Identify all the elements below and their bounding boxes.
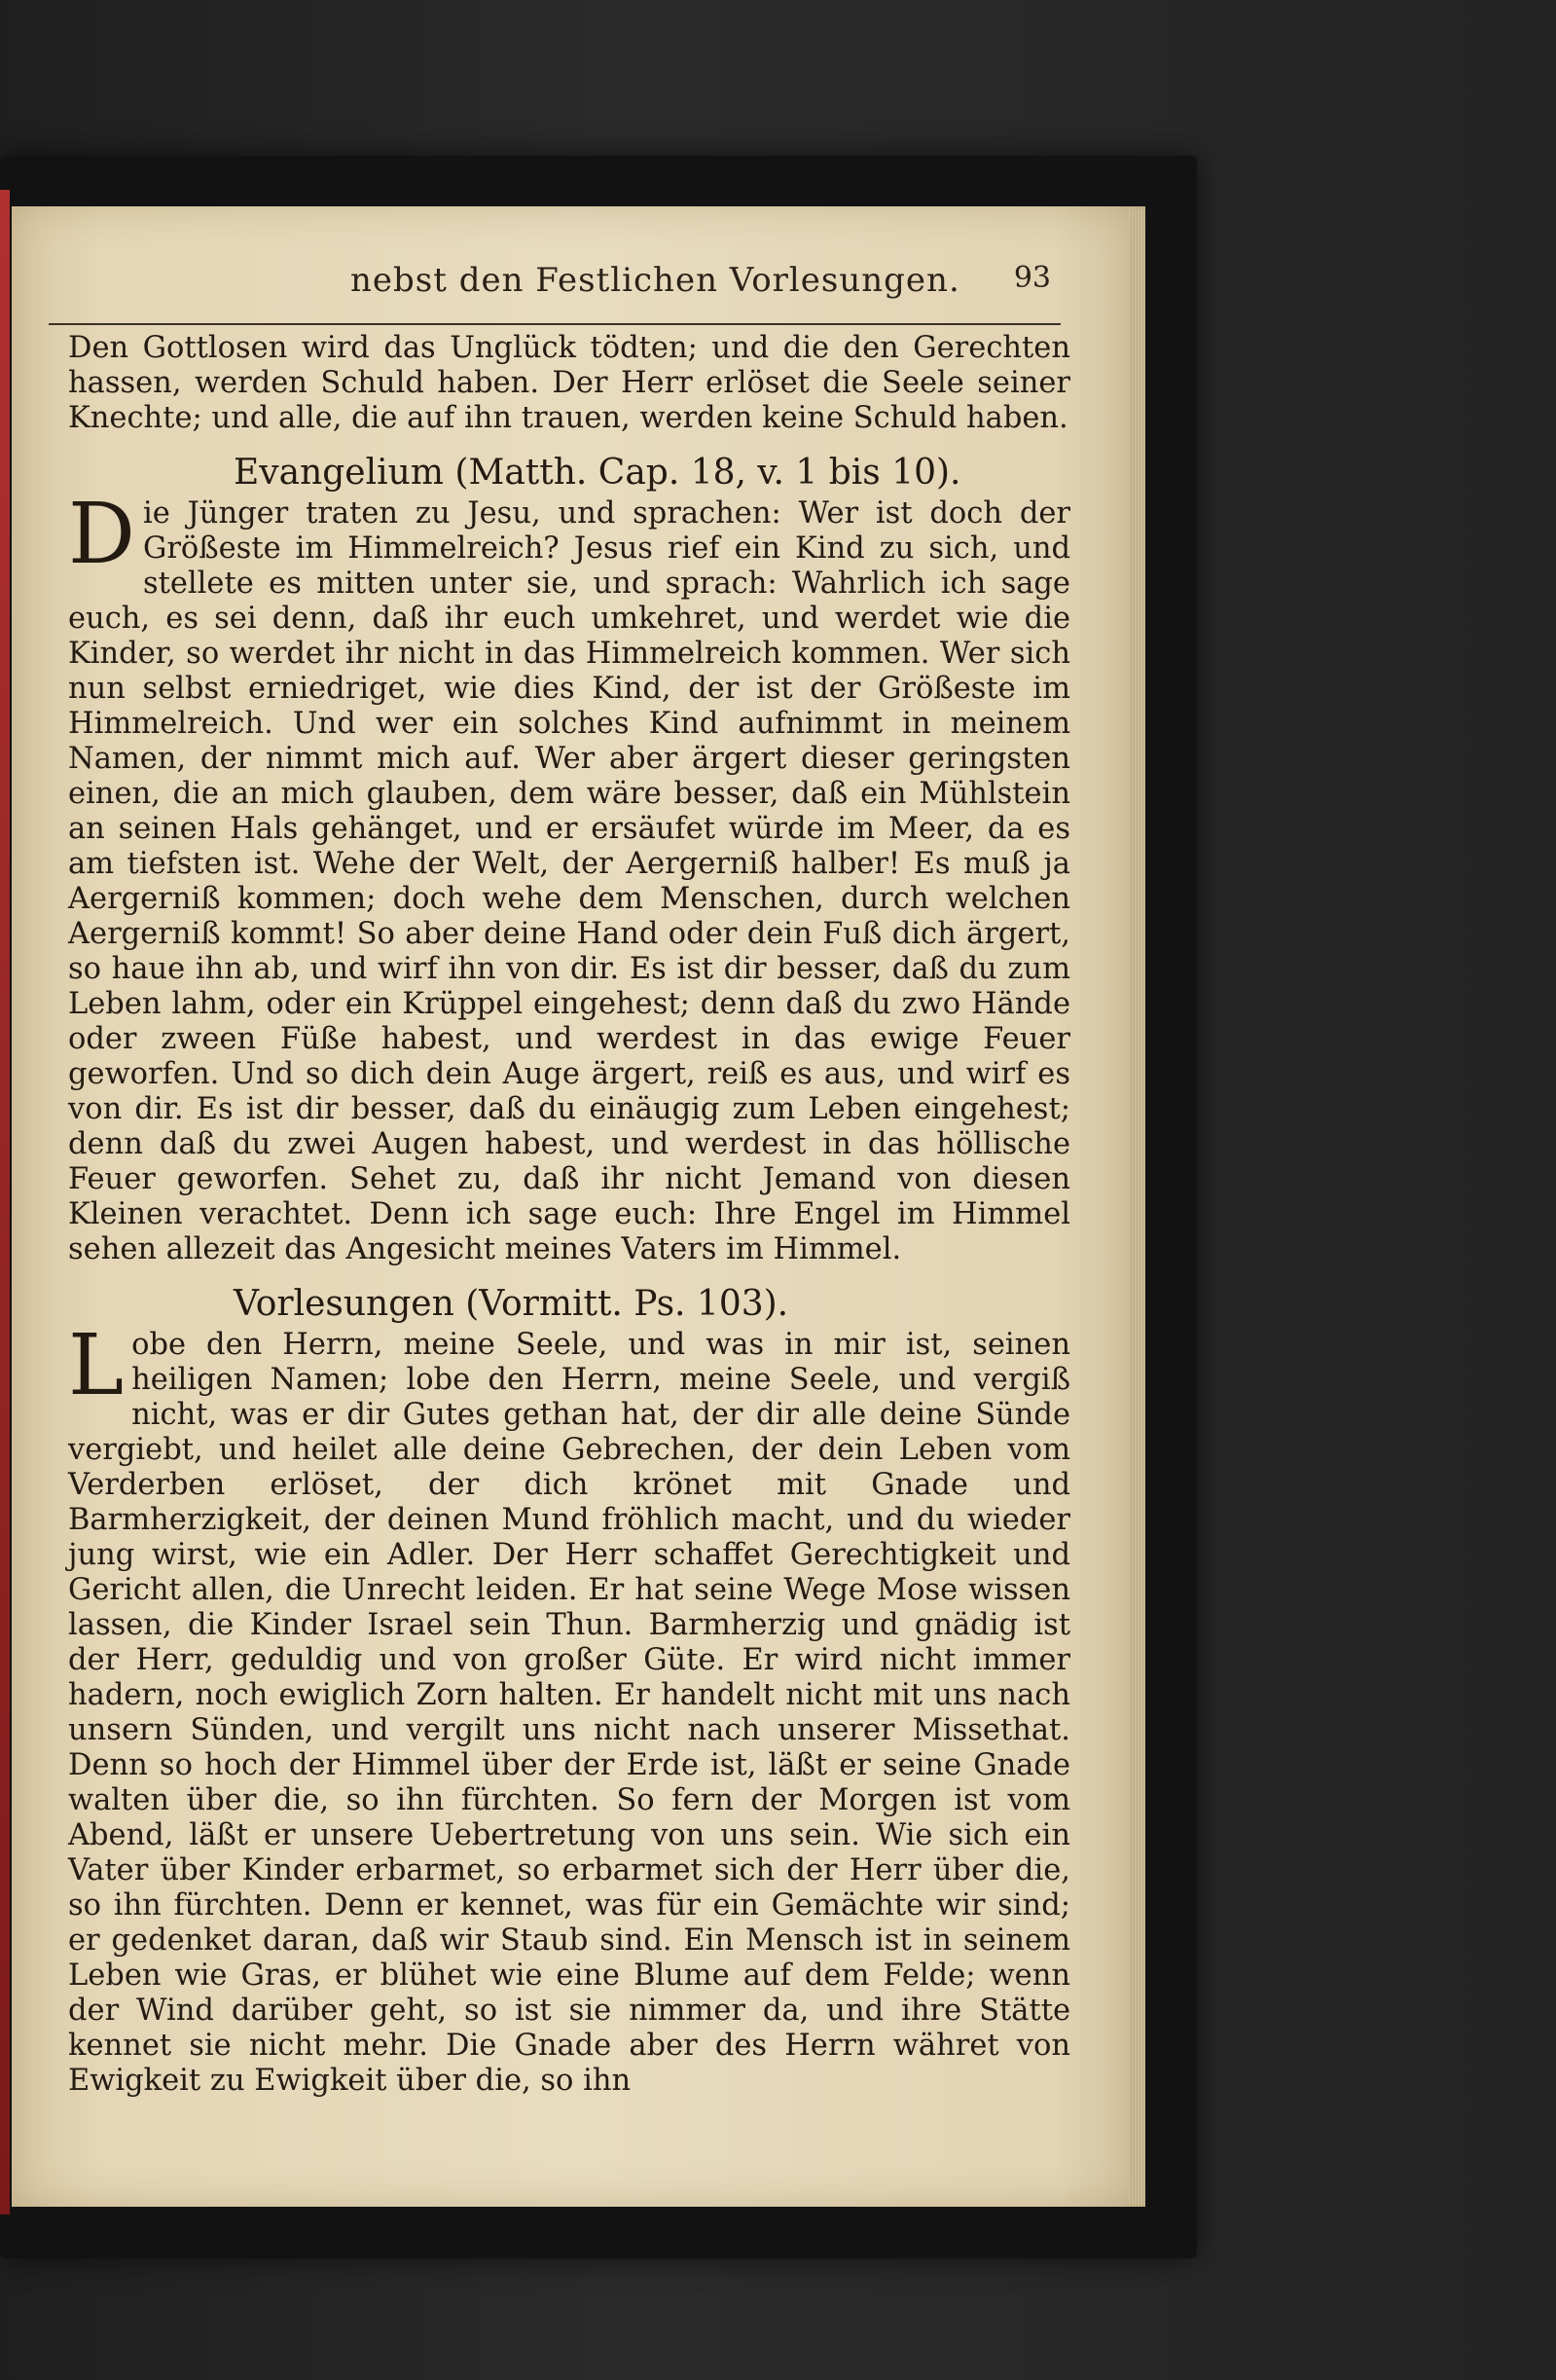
- gospel-text: ie Jünger traten zu Jesu, und sprachen: Wer ist doch der Größeste im Himmelreich? Jesus rief ein Kind zu sich, und stellete es mitten unter sie, und sprach: Wahrlich ich sage euch, es sei denn, daß ihr euch umkehret, und werdet wie die Kinder, so werdet ihr nicht in das Himmelreich kommen. Wer sich nun selbst erniedriget, wie dies Kind, der ist der Größeste im Himmelreich. Und wer ein solches Kind aufnimmt in meinem Namen, der nimmt mich auf. Wer aber ärgert dieser geringsten einen, die an mich glauben, dem wäre besser, daß ein Mühlstein an seinen Hals gehänget, und er ersäufet würde im Meer, da es am tiefsten ist. Wehe der Welt, der Aergerniß halber! Es muß ja Aergerniß kommen; doch wehe dem Menschen, durch welchen Aergerniß kommt! So aber deine Hand oder dein Fuß dich ärgert, so haue ihn ab, und wirf ihn von dir. Es ist dir besser, daß du zum Leben lahm, oder ein Krüppel eingehest; denn daß du zwo Hände oder zween Füße habest, und werdest in das ewige Feuer geworfen. Und so dich dein Auge ärgert, reiß es aus, und wirf es von dir. Es ist dir besser, daß du einäugig zum Leben eingehest; denn daß du zwei Augen habest, und werdest in das höllische Feuer geworfen. Sehet zu, daß ihr nicht Jemand von diesen Kleinen verachtet. Denn ich sage euch: Ihre Engel im Himmel sehen allezeit das Angesicht meines Vaters im Himmel.: [68, 496, 1070, 1266]
- page-body: [68, 331, 1070, 2099]
- reading-dropcap: L: [68, 1317, 125, 1414]
- running-title: nebst den Festlichen Vorlesungen.: [350, 261, 960, 300]
- gospel-paragraph: [68, 486, 1070, 1267]
- page-header: [350, 261, 1051, 310]
- reading-heading: Vorlesungen (Vormitt. Ps. 103).: [234, 1284, 789, 1324]
- gospel-heading: Evangelium (Matth. Cap. 18, v. 1 bis 10).: [234, 453, 961, 493]
- reading-text: obe den Herrn, meine Seele, und was in mir ist, seinen heiligen Namen; lobe den Herrn, meine Seele, und vergiß nicht, was er dir Gutes gethan hat, der dir alle deine Sünde vergiebt, und heilet alle deine Gebrechen, der dein Leben vom Verderben erlöset, der dich krönet mit Gnade und Barmherzigkeit, der deinen Mund fröhlich macht, und du wieder jung wirst, wie ein Adler. Der Herr schaffet Gerechtigkeit und Gericht allen, die Unrecht leiden. Er hat seine Wege Mose wissen lassen, die Kinder Israel sein Thun. Barmherzig und gnädig ist der Herr, geduldig und von großer Güte. Er wird nicht immer hadern, noch ewiglich Zorn halten. Er handelt nicht mit uns nach unsern Sünden, und vergilt uns nicht nach unserer Missethat. Denn so hoch der Himmel über der Erde ist, läßt er seine Gnade walten über die, so ihn fürchten. So fern der Morgen ist vom Abend, läßt er unsere Uebertretung von uns sein. Wie sich ein Vater über Kinder erbarmet, so erbarmet sich der Herr über die, so ihn fürchten. Denn er kennet, was für ein Gemächte wir sind; er gedenket daran, daß wir Staub sind. Ein Mensch ist in seinem Leben wie Gras, er blühet wie eine Blume auf dem Felde; wenn der Wind darüber geht, so ist sie nimmer da, und ihre Stätte kennet sie nicht mehr. Die Gnade aber des Herrn währet von Ewigkeit zu Ewigkeit über die, so ihn: [68, 1328, 1070, 2098]
- page-number: 93: [1013, 261, 1051, 295]
- gospel-dropcap: D: [68, 486, 135, 583]
- page-edge: [1129, 209, 1144, 2205]
- header-rule: [49, 323, 1061, 325]
- intro-paragraph: Den Gottlosen wird das Unglück tödten; und die den Gerechten hassen, werden Schuld haben. Der Herr erlöset die Seele seiner Knechte; und alle, die auf ihn trauen, werden keine Schuld haben.: [68, 331, 1070, 435]
- cover-edge: [0, 190, 10, 2215]
- reading-paragraph: [68, 1317, 1070, 2099]
